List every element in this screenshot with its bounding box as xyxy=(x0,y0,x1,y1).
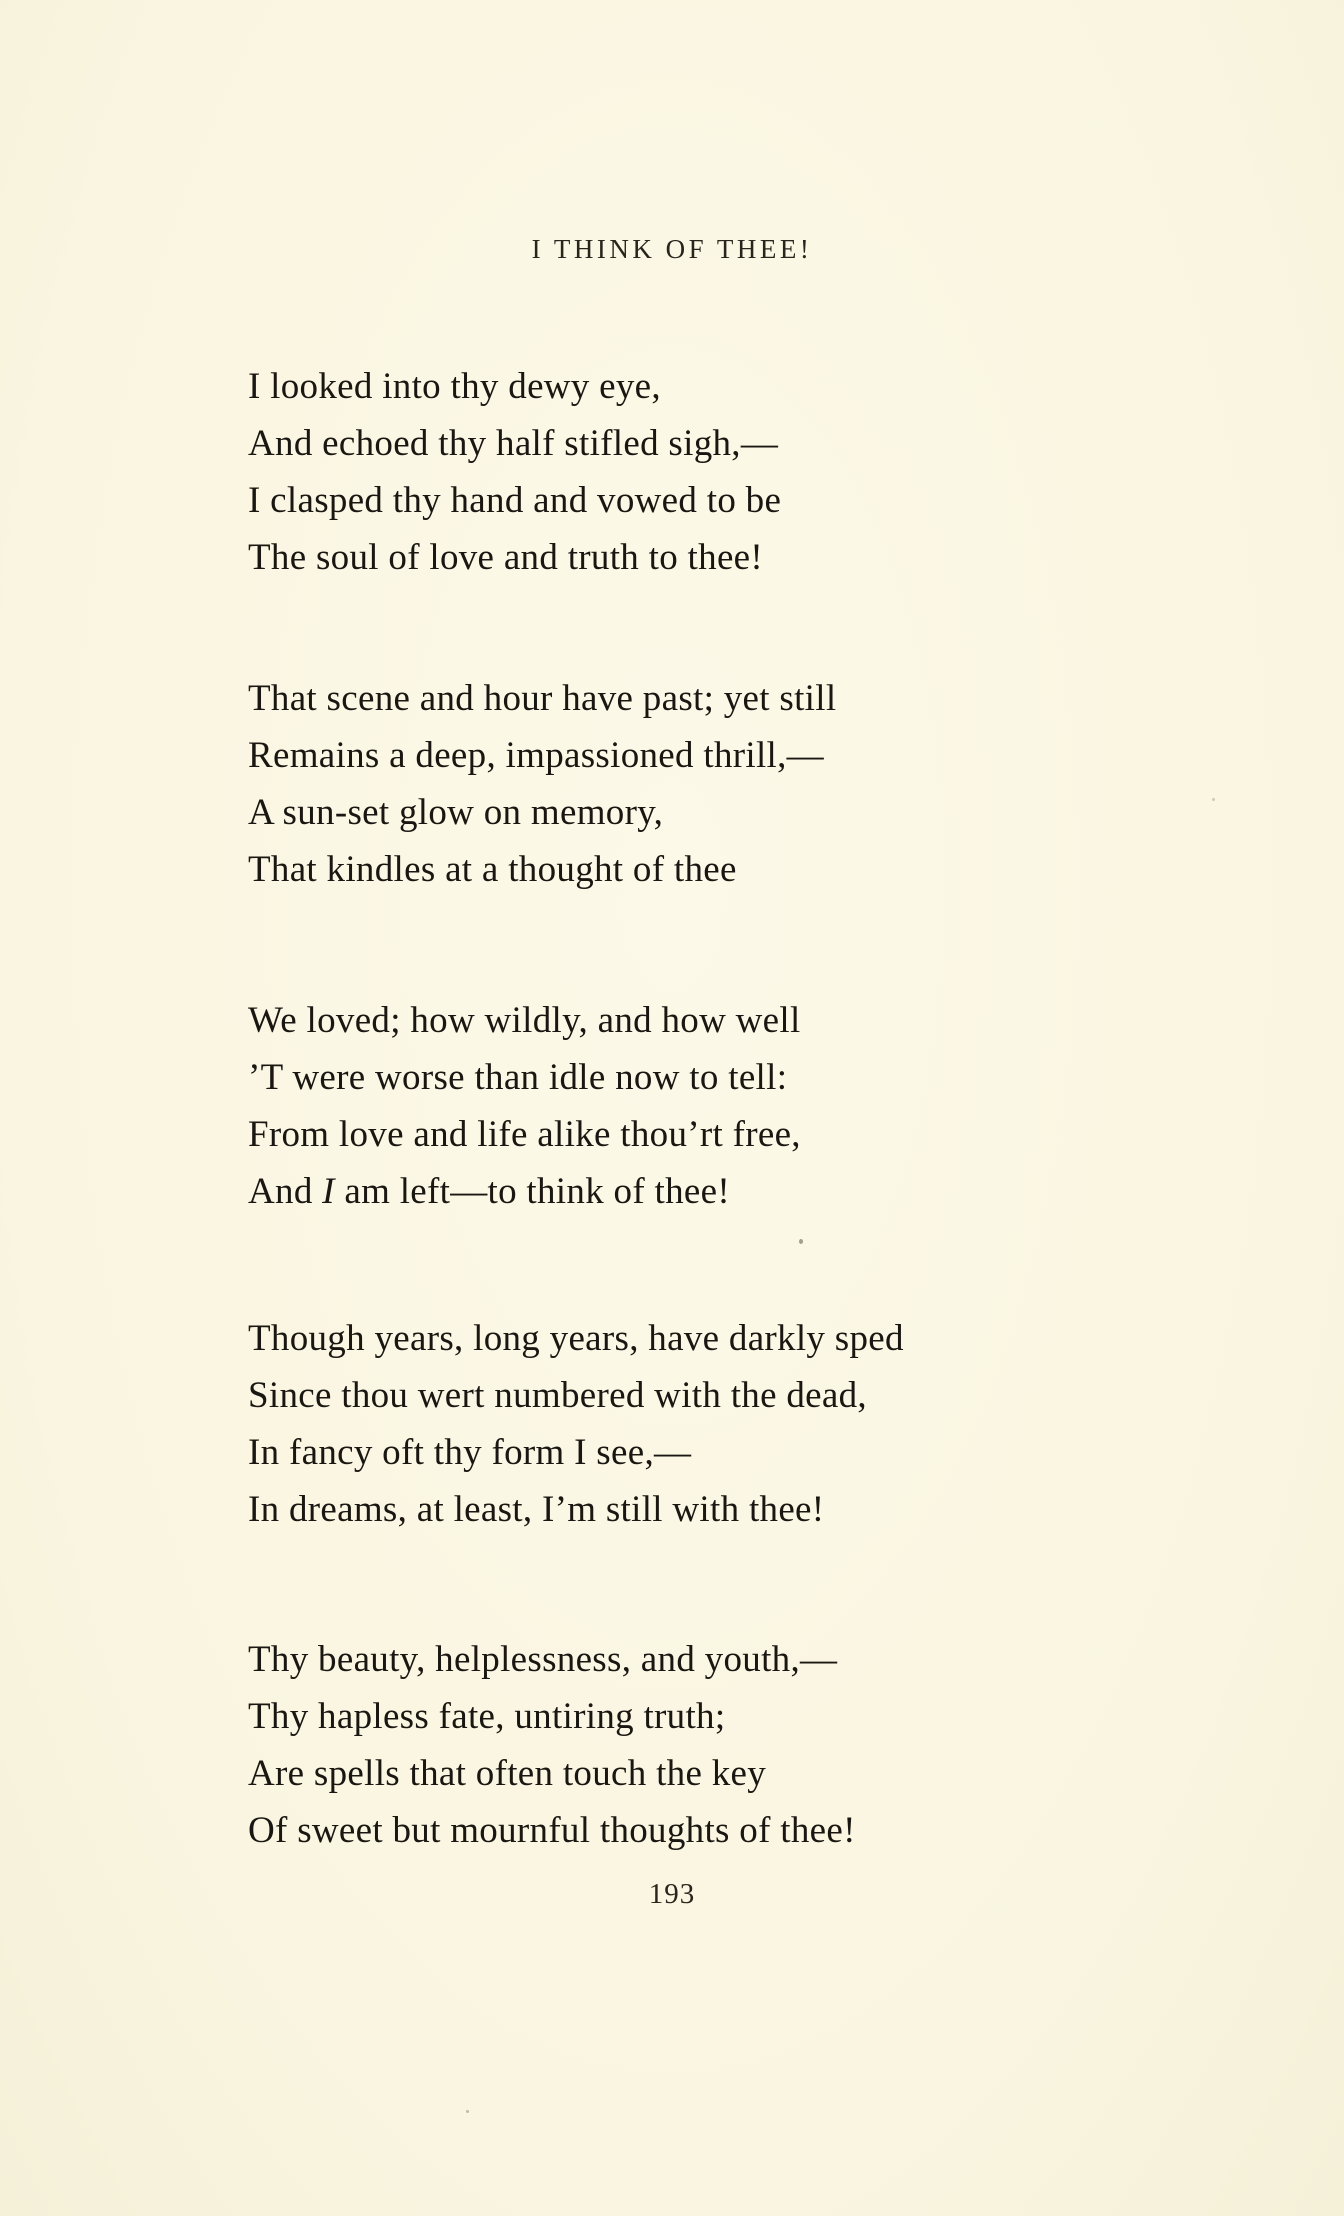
poem-line: In dreams, at least, I’m still with thee! xyxy=(248,1489,825,1530)
poem-line: A sun-set glow on memory, xyxy=(248,792,664,833)
poem-line xyxy=(248,1163,1148,1220)
italic-pronoun: I xyxy=(322,1171,335,1212)
poem-line: That kindles at a thought of thee xyxy=(248,849,737,890)
poem-line: Thy hapless fate, untiring truth; xyxy=(248,1696,726,1737)
paper-speck xyxy=(1212,798,1215,801)
poem-line-part: And xyxy=(248,1171,323,1212)
poem-line: I clasped thy hand and vowed to be xyxy=(248,480,782,521)
poem-line: From love and life alike thou’rt free, xyxy=(248,1114,801,1155)
poem-line: Are spells that often touch the key xyxy=(248,1753,767,1794)
poem-line: The soul of love and truth to thee! xyxy=(248,537,764,578)
poem-line: In fancy oft thy form I see,— xyxy=(248,1432,692,1473)
stanza-4 xyxy=(248,1310,1148,1538)
paper-speck xyxy=(799,1239,803,1244)
poem-line: Remains a deep, impassioned thrill,— xyxy=(248,735,824,776)
stanza-5 xyxy=(248,1631,1148,1859)
poem-line: Thy beauty, helplessness, and youth,— xyxy=(248,1639,838,1680)
poem-line: Since thou wert numbered with the dead, xyxy=(248,1375,867,1416)
poem-line: Of sweet but mournful thoughts of thee! xyxy=(248,1810,856,1851)
poem-line: I looked into thy dewy eye, xyxy=(248,366,661,407)
stanza-2 xyxy=(248,670,1148,898)
poem-line-part: am left—to think of thee! xyxy=(334,1171,730,1212)
paper-speck xyxy=(466,2110,469,2113)
poem-line: And echoed thy half stifled sigh,— xyxy=(248,423,779,464)
running-head: I THINK OF THEE! xyxy=(531,234,813,264)
poem-line: ’T were worse than idle now to tell: xyxy=(248,1057,788,1098)
poem-line: Though years, long years, have darkly sped xyxy=(248,1318,904,1359)
stanza-3 xyxy=(248,992,1148,1220)
page-number: 193 xyxy=(648,1878,696,1910)
poem-line: That scene and hour have past; yet still xyxy=(248,678,837,719)
stanza-1 xyxy=(248,358,1148,586)
poem-line: We loved; how wildly, and how well xyxy=(248,1000,801,1041)
